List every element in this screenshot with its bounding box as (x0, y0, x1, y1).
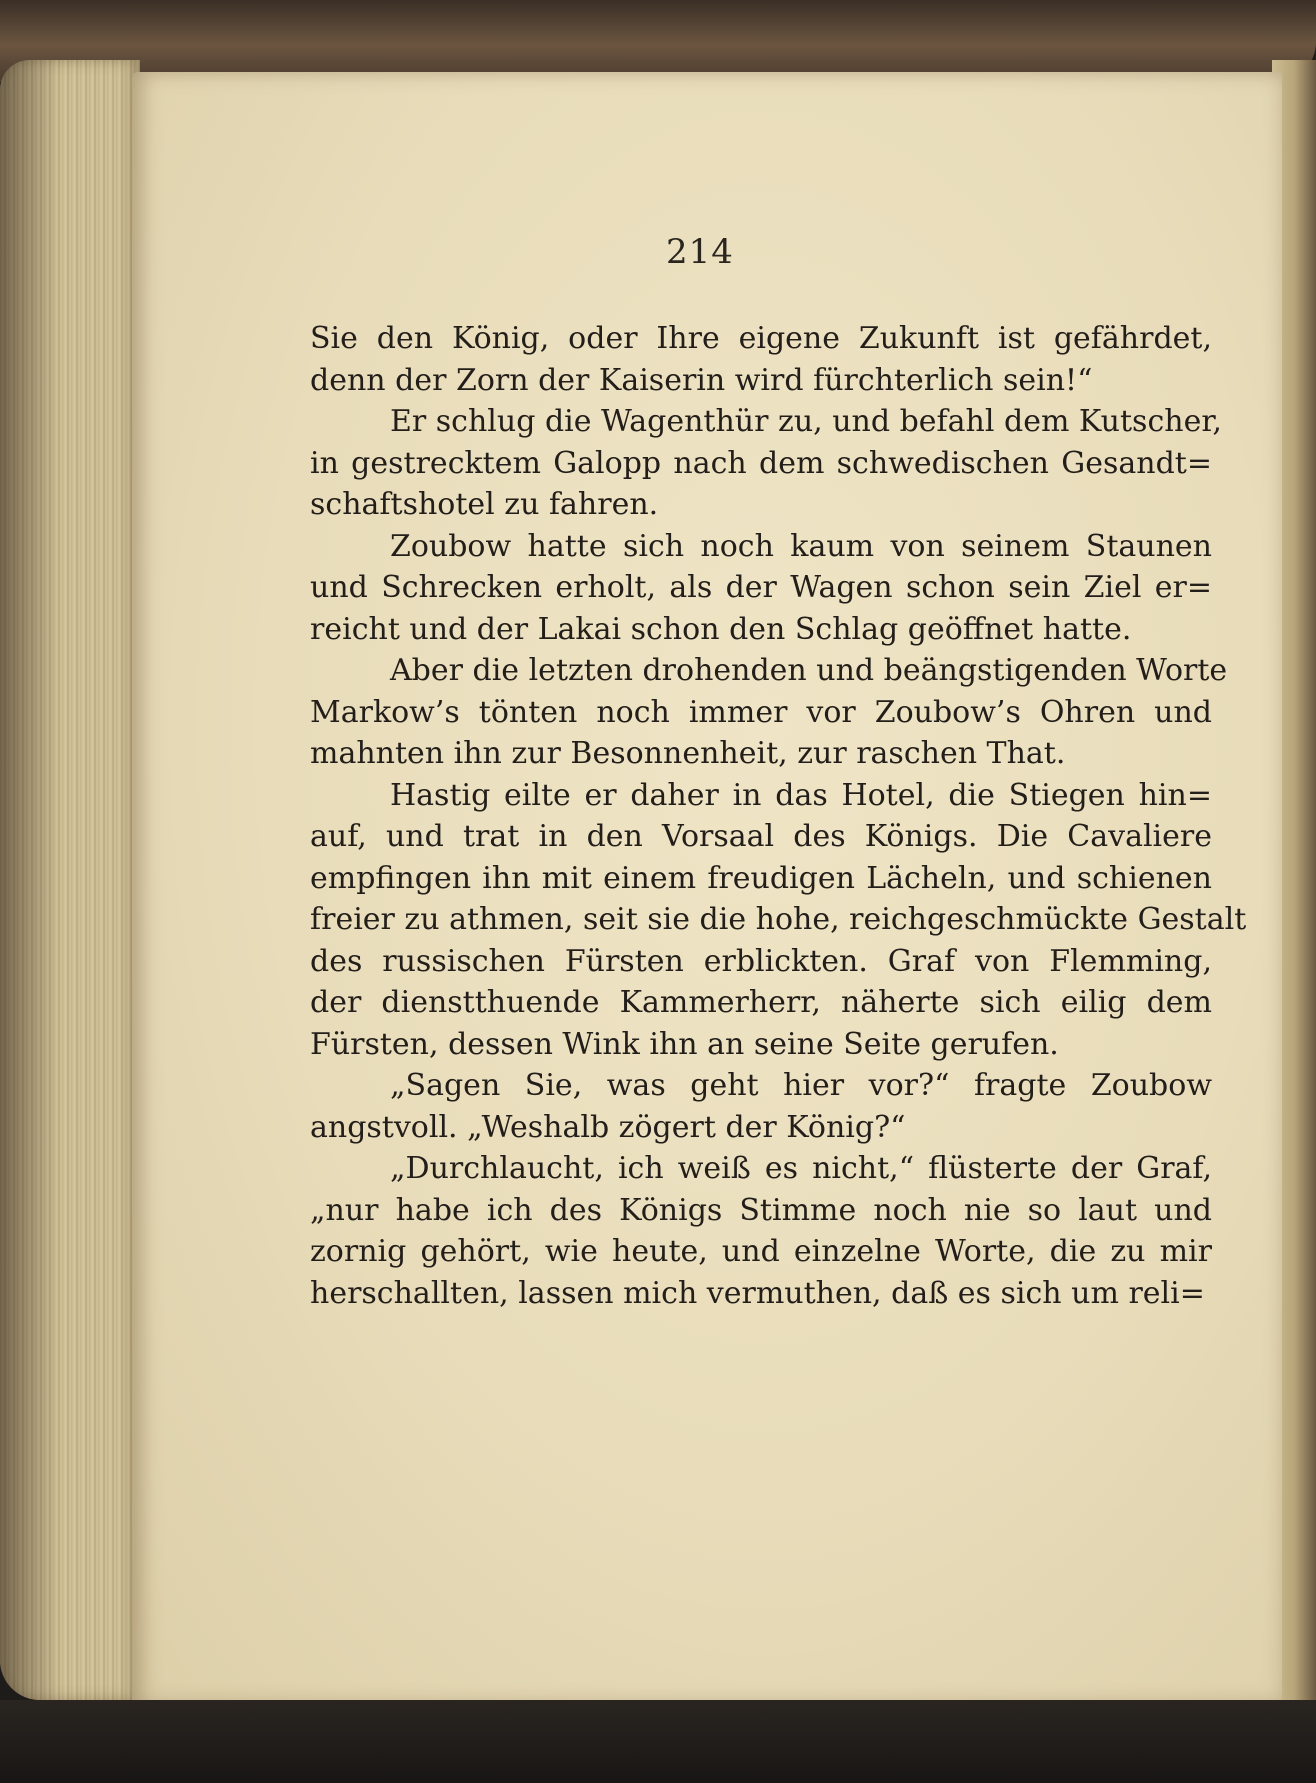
text-line: empfingen ihn mit einem freudigen Lächeln, und schienen (310, 860, 1212, 896)
text-line: schaftshotel zu fahren. (310, 487, 659, 522)
text-line: Markow’s tönten noch immer vor Zoubow’s Ohren und (310, 694, 1212, 730)
bottom-shadow (0, 1700, 1316, 1783)
paragraph (310, 318, 1212, 401)
text-line: „Durchlaucht, ich weiß es nicht,“ flüsterte der Graf, (390, 1151, 1212, 1186)
text-line: freier zu athmen, seit sie die hohe, reichgeschmückte Gestalt (310, 902, 1247, 937)
text-line: des russischen Fürsten erblickten. Graf von Flemming, (310, 943, 1212, 979)
page-text (310, 318, 1247, 1314)
book-cover-edge (0, 0, 1316, 82)
text-line: Sie den König, oder Ihre eigene Zukunft ist gefährdet, (310, 321, 1212, 356)
paragraph (310, 775, 1247, 1066)
page-edges-shadow (0, 60, 60, 1700)
paragraph (310, 1065, 1212, 1148)
text-line: denn der Zorn der Kaiserin wird fürchterlich sein!“ (310, 362, 1093, 398)
text-line: Aber die letzten drohenden und beängstigenden Worte (390, 653, 1228, 688)
text-line: „Sagen Sie, was geht hier vor?“ fragte Zoubow (390, 1068, 1212, 1103)
text-line: in gestrecktem Galopp nach dem schwedischen Gesandt= (310, 445, 1212, 481)
text-line: Er schlug die Wagenthür zu, und befahl dem Kutscher, (390, 404, 1222, 439)
text-line: zornig gehört, wie heute, und einzelne Worte, die zu mir (310, 1234, 1212, 1269)
text-line: Zoubow hatte sich noch kaum von seinem Staunen (390, 528, 1212, 564)
text-line: „nur habe ich des Königs Stimme noch nie so laut und (310, 1192, 1212, 1228)
text-line: Fürsten, dessen Wink ihn an seine Seite gerufen. (310, 1026, 1059, 1062)
text-line: und Schrecken erholt, als der Wagen schon sein Ziel er= (310, 570, 1212, 605)
text-line: der dienstthuende Kammerherr, näherte sich eilig dem (310, 985, 1212, 1020)
paragraph (310, 650, 1228, 775)
text-line: mahnten ihn zur Besonnenheit, zur raschen That. (310, 736, 1066, 771)
text-line: angstvoll. „Weshalb zögert der König?“ (310, 1109, 906, 1145)
text-line: herschallten, lassen mich vermuthen, daß es sich um reli= (310, 1275, 1205, 1311)
text-line: Hastig eilte er daher in das Hotel, die Stiegen hin= (390, 777, 1212, 813)
text-line: auf, und trat in den Vorsaal des Königs. Die Cavaliere (310, 819, 1212, 854)
page-number: 214 (666, 232, 734, 272)
text-line: reicht und der Lakai schon den Schlag geöffnet hatte. (310, 611, 1132, 647)
paragraph (310, 401, 1222, 526)
paragraph (310, 1148, 1212, 1314)
paragraph (310, 526, 1212, 651)
